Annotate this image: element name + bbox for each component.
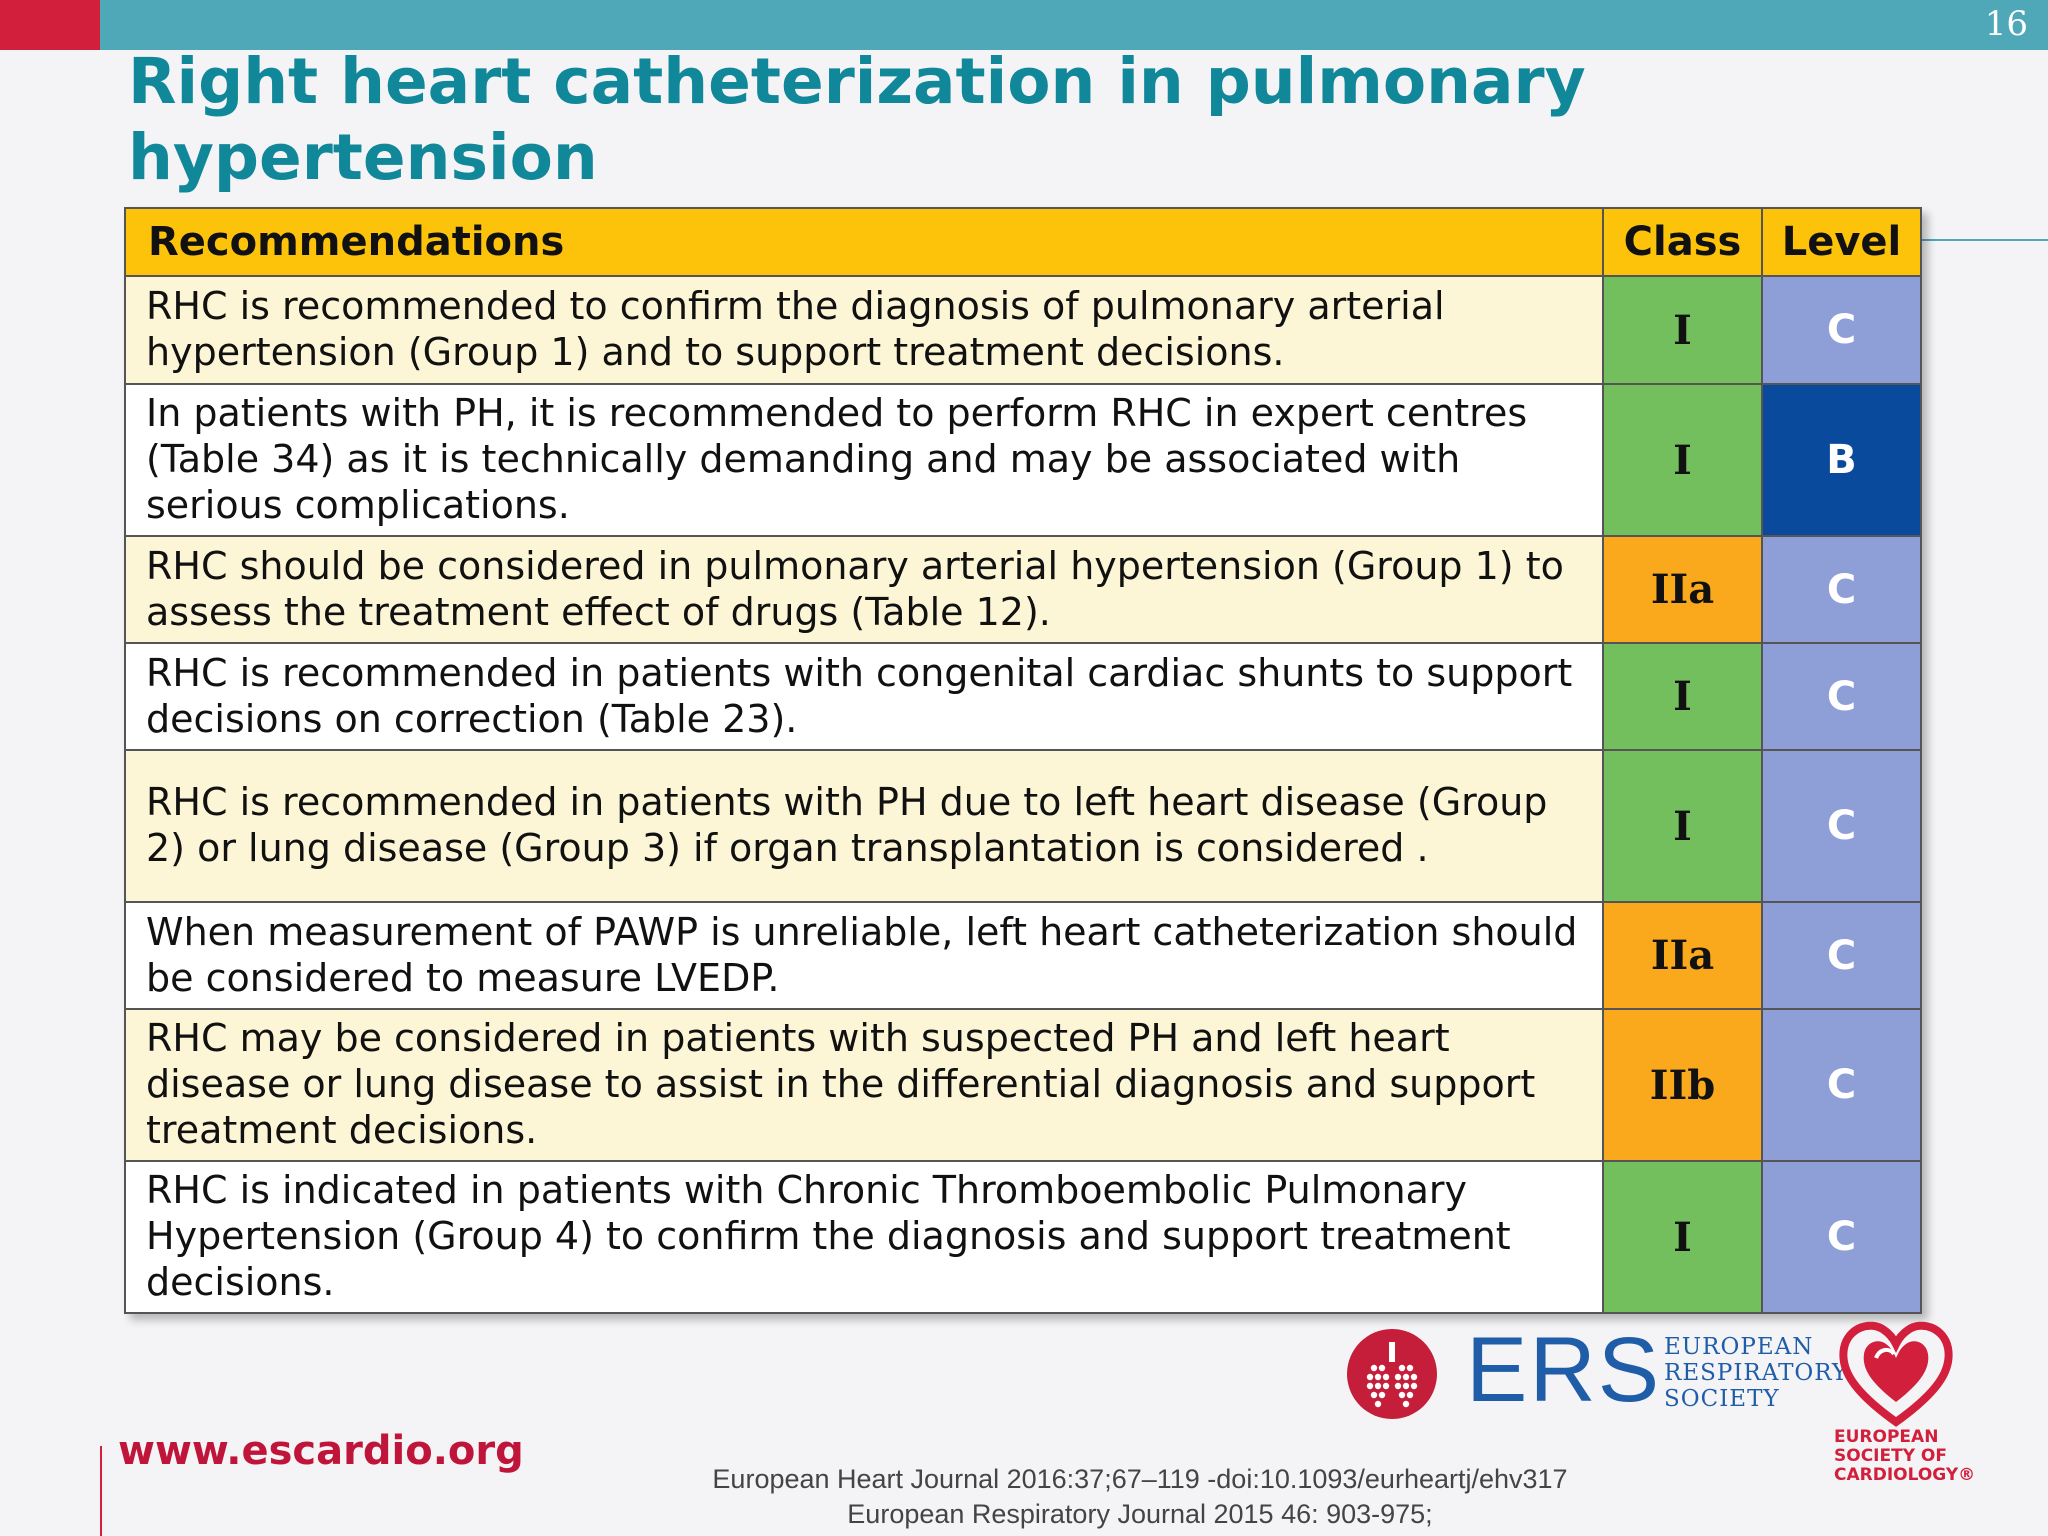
level-badge: C — [1762, 750, 1921, 902]
citation-line: European Heart Journal 2016:37;67–119 -doi:10.1093/eurheartj/ehv317 — [712, 1464, 1568, 1494]
citation-line: European Respiratory Journal 2015 46: 903-975; — [847, 1499, 1433, 1529]
header-recommendations: Recommendations — [125, 208, 1603, 276]
class-badge: IIa — [1603, 536, 1762, 643]
level-badge: C — [1762, 536, 1921, 643]
recommendation-text: RHC should be considered in pulmonary arterial hypertension (Group 1) to assess the treatment effect of drugs (Table 12). — [125, 536, 1603, 643]
header-level: Level — [1762, 208, 1921, 276]
class-badge: I — [1603, 384, 1762, 536]
footer-divider — [100, 1446, 102, 1536]
level-badge: B — [1762, 384, 1921, 536]
table-row — [125, 902, 1921, 1009]
class-badge: IIa — [1603, 902, 1762, 1009]
top-bar-accent — [0, 0, 100, 50]
table-row — [125, 1009, 1921, 1161]
recommendations-table — [124, 207, 1922, 1314]
page-number: 16 — [1984, 4, 2028, 44]
table-row — [125, 276, 1921, 384]
level-badge: C — [1762, 902, 1921, 1009]
table-row — [125, 384, 1921, 536]
ers-name-line: EUROPEAN — [1664, 1334, 1814, 1360]
esc-heart-icon — [1836, 1318, 1956, 1428]
class-badge: I — [1603, 1161, 1762, 1313]
header-class: Class — [1603, 208, 1762, 276]
class-badge: I — [1603, 750, 1762, 902]
recommendation-text: RHC is recommended in patients with congenital cardiac shunts to support decisions on correction (Table 23). — [125, 643, 1603, 750]
ers-full-name — [1664, 1334, 1848, 1412]
class-badge: I — [1603, 643, 1762, 750]
level-badge: C — [1762, 1161, 1921, 1313]
table-header-row — [125, 208, 1921, 276]
esc-name-line: EUROPEAN — [1834, 1427, 1939, 1447]
esc-logo-text — [1834, 1428, 1975, 1485]
recommendation-text: In patients with PH, it is recommended to perform RHC in expert centres (Table 34) as it is technically demanding and may be associated with serious complications. — [125, 384, 1603, 536]
decorative-line — [1920, 239, 2048, 241]
table-row — [125, 1161, 1921, 1313]
table-row — [125, 643, 1921, 750]
recommendation-text: RHC is recommended to confirm the diagnosis of pulmonary arterial hypertension (Group 1) and to support treatment decisions. — [125, 276, 1603, 384]
class-badge: I — [1603, 276, 1762, 384]
table-row — [125, 750, 1921, 902]
recommendation-text: RHC may be considered in patients with suspected PH and left heart disease or lung disease to assist in the differential diagnosis and support treatment decisions. — [125, 1009, 1603, 1161]
table-row — [125, 536, 1921, 643]
recommendation-text: RHC is indicated in patients with Chronic Thromboembolic Pulmonary Hypertension (Group 4) to confirm the diagnosis and support treatment decisions. — [125, 1161, 1603, 1313]
recommendation-text: When measurement of PAWP is unreliable, left heart catheterization should be considered to measure LVEDP. — [125, 902, 1603, 1009]
level-badge: C — [1762, 643, 1921, 750]
esc-name-line: CARDIOLOGY® — [1834, 1465, 1976, 1485]
slide-title: Right heart catheterization in pulmonary hypertension — [128, 45, 1586, 194]
ers-logo-icon — [1346, 1328, 1438, 1420]
level-badge: C — [1762, 1009, 1921, 1161]
top-bar — [0, 0, 2048, 50]
ers-name-line: RESPIRATORY — [1664, 1360, 1849, 1386]
esc-name-line: SOCIETY OF — [1834, 1446, 1947, 1466]
website-link[interactable]: www.escardio.org — [118, 1428, 524, 1474]
ers-name-line: SOCIETY — [1664, 1386, 1780, 1412]
ers-logo-text: ERS — [1466, 1319, 1662, 1421]
class-badge: IIb — [1603, 1009, 1762, 1161]
level-badge: C — [1762, 276, 1921, 384]
citations — [500, 1462, 1780, 1532]
recommendation-text: RHC is recommended in patients with PH due to left heart disease (Group 2) or lung disease (Group 3) if organ transplantation is considered . — [125, 750, 1603, 902]
